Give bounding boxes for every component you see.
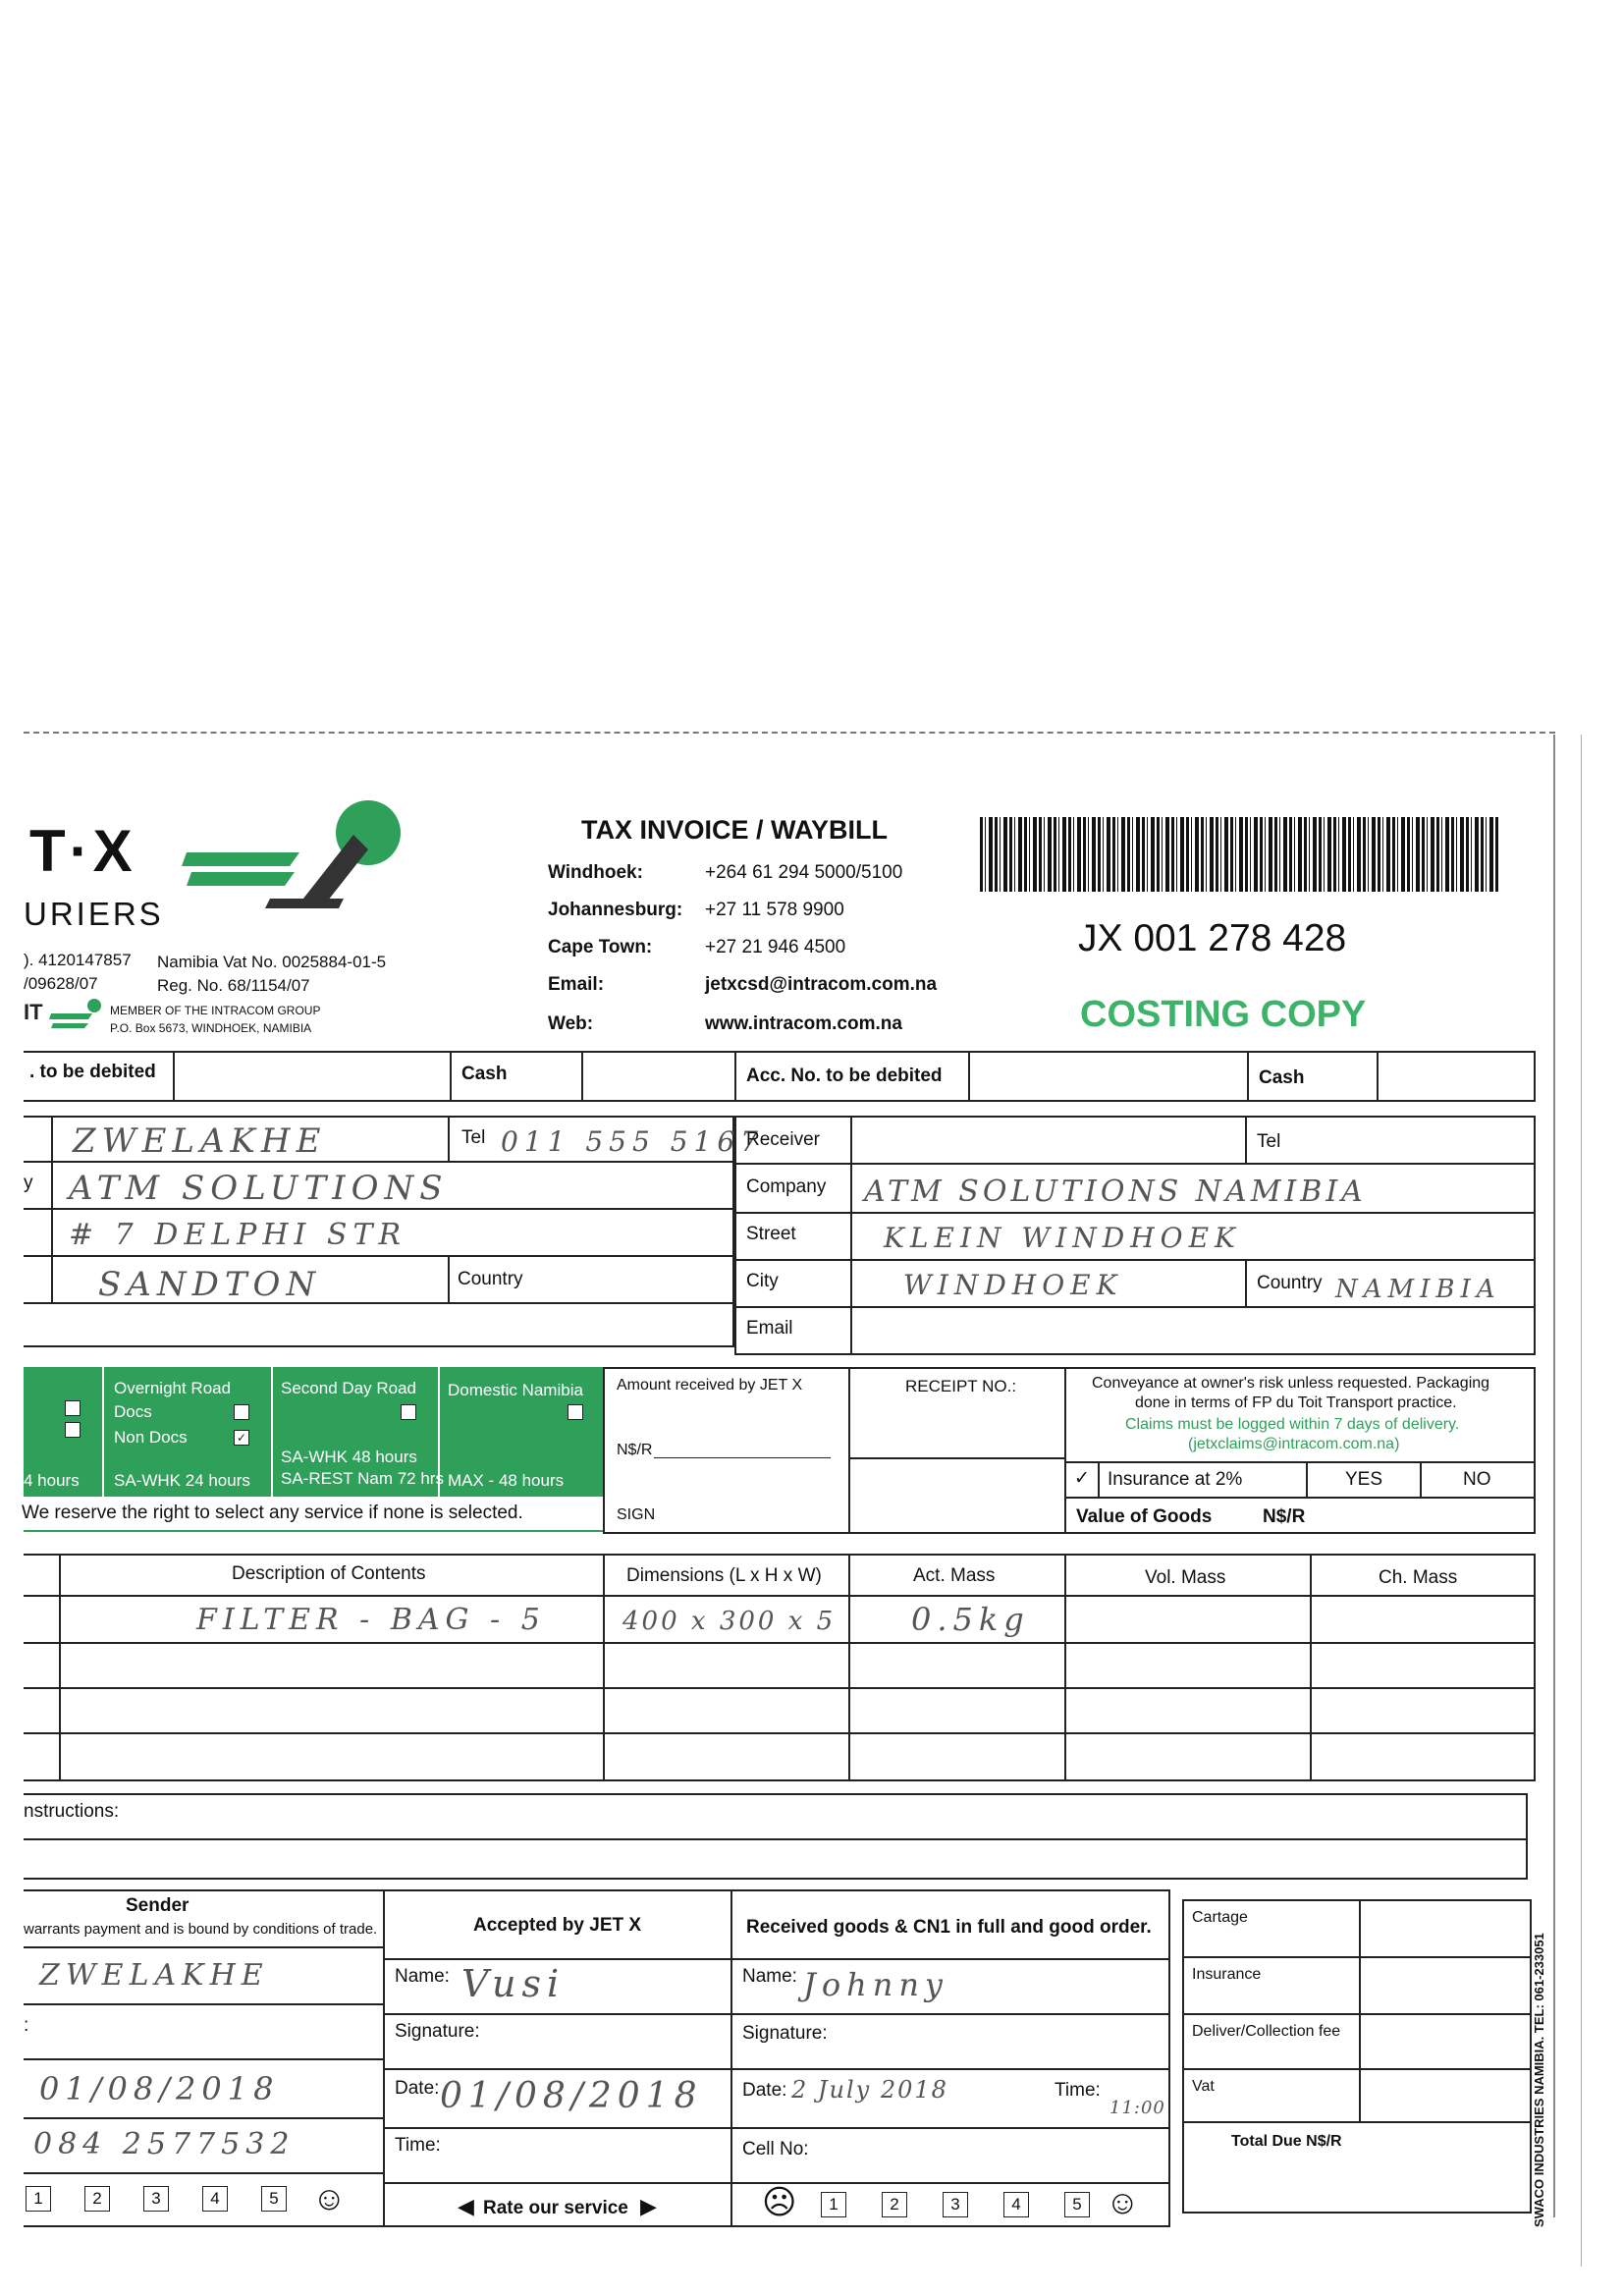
receiver-company-label: Company (746, 1176, 827, 1197)
received-date-label: Date: (742, 2080, 787, 2101)
col-description: Description of Contents (232, 1563, 426, 1584)
logo-subtext: URIERS (24, 896, 164, 932)
reg-left-2: /09628/07 (24, 974, 98, 993)
charges-box (1182, 1899, 1532, 2214)
costing-copy-label: COSTING COPY (1080, 994, 1367, 1035)
overnight-docs: Docs (114, 1402, 152, 1421)
sender-rate-5[interactable]: 5 (261, 2186, 287, 2212)
accepted-time-label: Time: (395, 2135, 441, 2156)
receiver-label: Receiver (746, 1129, 820, 1150)
second-day-line1: SA-WHK 48 hours (281, 1448, 417, 1466)
waybill-number: JX 001 278 428 (1078, 917, 1347, 959)
received-time-label: Time: (1055, 2080, 1101, 2101)
receiver-country-label: Country (1257, 1273, 1323, 1293)
sender-city-handwritten: SANDTON (98, 1265, 322, 1304)
claims-line1: Claims must be logged within 7 days of delivery. (1125, 1416, 1460, 1433)
sender-tel-label: Tel (461, 1127, 486, 1148)
received-name-handwritten: Johnny (803, 1966, 948, 2003)
insurance-no[interactable]: NO (1463, 1469, 1491, 1490)
smiley-happy-icon[interactable]: ☺ (312, 2180, 347, 2217)
logo-text: T·X (29, 818, 136, 884)
col-vol-mass: Vol. Mass (1145, 1567, 1226, 1588)
value-of-goods-label: Value of Goods (1076, 1506, 1213, 1527)
received-date-handwritten: 2 July 2018 (791, 2076, 948, 2104)
intracom-logo (24, 994, 102, 1033)
received-rate-3[interactable]: 3 (943, 2192, 968, 2217)
second-day-title: Second Day Road (281, 1379, 416, 1397)
service-domestic[interactable] (446, 1373, 601, 1491)
sender-company-handwritten: ATM SOLUTIONS (69, 1169, 449, 1208)
row1-description-handwritten: FILTER - BAG - 5 (196, 1603, 546, 1637)
received-rating (821, 2192, 1125, 2217)
receipt-no-label: RECEIPT NO.: (905, 1377, 1017, 1395)
sender-colon: : (24, 2015, 29, 2036)
conveyance-line2: done in terms of FP du Toit Transport practice. (1135, 1394, 1457, 1411)
amount-nsr-label: N$/R (617, 1442, 653, 1458)
contents-table (24, 1554, 1536, 1781)
col-act-mass: Act. Mass (913, 1565, 996, 1586)
value-of-goods-unit: N$/R (1263, 1506, 1306, 1527)
insurance-yes[interactable]: YES (1345, 1469, 1383, 1490)
received-rate-4[interactable]: 4 (1003, 2192, 1029, 2217)
insurance-tick[interactable]: ✓ (1074, 1468, 1090, 1489)
cash-left: Cash (461, 1064, 508, 1084)
cash-right: Cash (1259, 1067, 1305, 1088)
sender-cell-handwritten: 084 2577532 (33, 2127, 296, 2161)
service-second-day[interactable] (279, 1373, 444, 1491)
overnight-hours: SA-WHK 24 hours (114, 1471, 250, 1490)
received-time-handwritten: 11:00 (1109, 2098, 1165, 2118)
sender-tel-handwritten: 011 555 5167 (501, 1125, 764, 1158)
row1-dimensions-handwritten: 400 x 300 x 5 (622, 1607, 837, 1636)
conveyance-line1: Conveyance at owner's risk unless requested. Packaging (1092, 1375, 1490, 1392)
amount-received-label: Amount received by JET X (617, 1377, 803, 1394)
receiver-street-handwritten: KLEIN WINDHOEK (884, 1222, 1241, 1254)
second-day-checkbox[interactable] (401, 1404, 416, 1420)
charge-insurance: Insurance (1192, 1966, 1262, 1983)
accepted-name-handwritten: Vusi (461, 1962, 566, 2005)
service-overnight[interactable] (112, 1373, 269, 1491)
page-top-edge (24, 732, 1555, 734)
sender-subtitle: warrants payment and is bound by conditions of trade. (24, 1921, 378, 1938)
barcode (980, 817, 1498, 892)
page-right-edge (1553, 735, 1555, 2217)
rate-right-arrow-icon[interactable]: ▶ (640, 2194, 657, 2218)
sender-country-label: Country (458, 1269, 523, 1289)
second-day-line2: SA-REST Nam 72 hrs (281, 1469, 444, 1488)
rate-left-arrow-icon[interactable]: ◀ (458, 2194, 474, 2218)
row1-mass-handwritten: 0.5kg (911, 1601, 1030, 1638)
sender-rate-3[interactable]: 3 (143, 2186, 169, 2212)
col-dimensions: Dimensions (L x H x W) (626, 1565, 822, 1586)
vertical-printer-text: SWACO INDUSTRIES NAMIBIA. TEL: 061-233051 (1532, 1933, 1546, 2227)
accepted-signature-label: Signature: (395, 2021, 480, 2042)
smiley-sad-icon[interactable]: ☹ (762, 2184, 797, 2221)
sender-rate-2[interactable]: 2 (84, 2186, 110, 2212)
receiver-country-handwritten: NAMIBIA (1335, 1275, 1501, 1304)
received-rate-1[interactable]: 1 (821, 2192, 846, 2217)
sender-street-handwritten: # 7 DELPHI STR (69, 1218, 407, 1252)
overnight-nondocs-checkbox[interactable]: ✓ (234, 1430, 249, 1446)
reg-number: Reg. No. 68/1154/07 (157, 976, 310, 995)
col0-hours: 4 hours (24, 1471, 80, 1490)
page-right-edge-2 (1581, 735, 1582, 2267)
footer-received (730, 1889, 1170, 2227)
domestic-title: Domestic Namibia (448, 1381, 583, 1399)
sender-row-prefix: y (24, 1173, 33, 1193)
charge-cartage: Cartage (1192, 1909, 1248, 1926)
domestic-checkbox[interactable] (568, 1404, 583, 1420)
col-ch-mass: Ch. Mass (1379, 1567, 1458, 1588)
instructions-label: nstructions: (24, 1801, 120, 1822)
receiver-tel-label: Tel (1257, 1131, 1281, 1152)
overnight-nondocs: Non Docs (114, 1428, 188, 1447)
receiver-street-label: Street (746, 1224, 796, 1244)
receiver-email-label: Email (746, 1318, 793, 1339)
overnight-title: Overnight Road (114, 1379, 232, 1397)
po-box: P.O. Box 5673, WINDHOEK, NAMIBIA (110, 1021, 312, 1035)
received-signature-label: Signature: (742, 2023, 828, 2044)
received-cell-label: Cell No: (742, 2139, 809, 2159)
reg-left-1: ). 4120147857 (24, 951, 132, 969)
receiver-city-handwritten: WINDHOEK (903, 1269, 1123, 1301)
received-name-label: Name: (742, 1966, 797, 1987)
overnight-docs-checkbox[interactable] (234, 1404, 249, 1420)
receiver-company-handwritten: ATM SOLUTIONS NAMIBIA (864, 1175, 1367, 1209)
charge-total-due: Total Due N$/R (1231, 2133, 1342, 2150)
receiver-city-label: City (746, 1271, 779, 1291)
domestic-hours: MAX - 48 hours (448, 1471, 565, 1490)
sender-name-signature: ZWELAKHE (39, 1958, 269, 1993)
reserve-note: We reserve the right to select any service if none is selected. (22, 1503, 523, 1523)
footer-accepted (383, 1889, 732, 2227)
account-debited-right: Acc. No. to be debited (746, 1066, 943, 1086)
accepted-title: Accepted by JET X (473, 1915, 642, 1936)
claims-line2: (jetxclaims@intracom.com.na) (1188, 1436, 1400, 1452)
document-title: TAX INVOICE / WAYBILL (581, 815, 889, 845)
received-rate-5[interactable]: 5 (1064, 2192, 1090, 2217)
sender-rate-4[interactable]: 4 (202, 2186, 228, 2212)
accepted-date-label: Date: (395, 2078, 440, 2099)
svg-text:IT: IT (24, 1000, 43, 1024)
member-text: MEMBER OF THE INTRACOM GROUP (110, 1004, 321, 1017)
sender-name-handwritten: ZWELAKHE (73, 1121, 327, 1161)
col0-checkbox-1[interactable] (65, 1400, 81, 1416)
received-title: Received goods & CN1 in full and good order. (746, 1917, 1152, 1938)
sender-date-handwritten: 01/08/2018 (39, 2070, 280, 2107)
smiley-happy-icon-2[interactable]: ☺ (1106, 2184, 1140, 2221)
insurance-label: Insurance at 2% (1108, 1469, 1243, 1490)
received-rate-2[interactable]: 2 (882, 2192, 907, 2217)
charge-delivery: Deliver/Collection fee (1192, 2023, 1341, 2040)
rate-service-label: Rate our service (483, 2198, 628, 2218)
col0-checkbox-2[interactable] (65, 1422, 81, 1438)
sender-rating (26, 2186, 320, 2212)
charge-vat: Vat (1192, 2078, 1215, 2095)
accepted-name-label: Name: (395, 1966, 450, 1987)
instructions-box (24, 1793, 1528, 1880)
sender-title: Sender (126, 1895, 189, 1916)
sign-label: SIGN (617, 1506, 656, 1523)
vat-number: Namibia Vat No. 0025884-01-5 (157, 953, 387, 971)
logo-mark (177, 795, 407, 913)
accepted-date-handwritten: 01/08/2018 (440, 2076, 703, 2116)
sender-rate-1[interactable]: 1 (26, 2186, 51, 2212)
account-debited-left: . to be debited (29, 1062, 156, 1082)
